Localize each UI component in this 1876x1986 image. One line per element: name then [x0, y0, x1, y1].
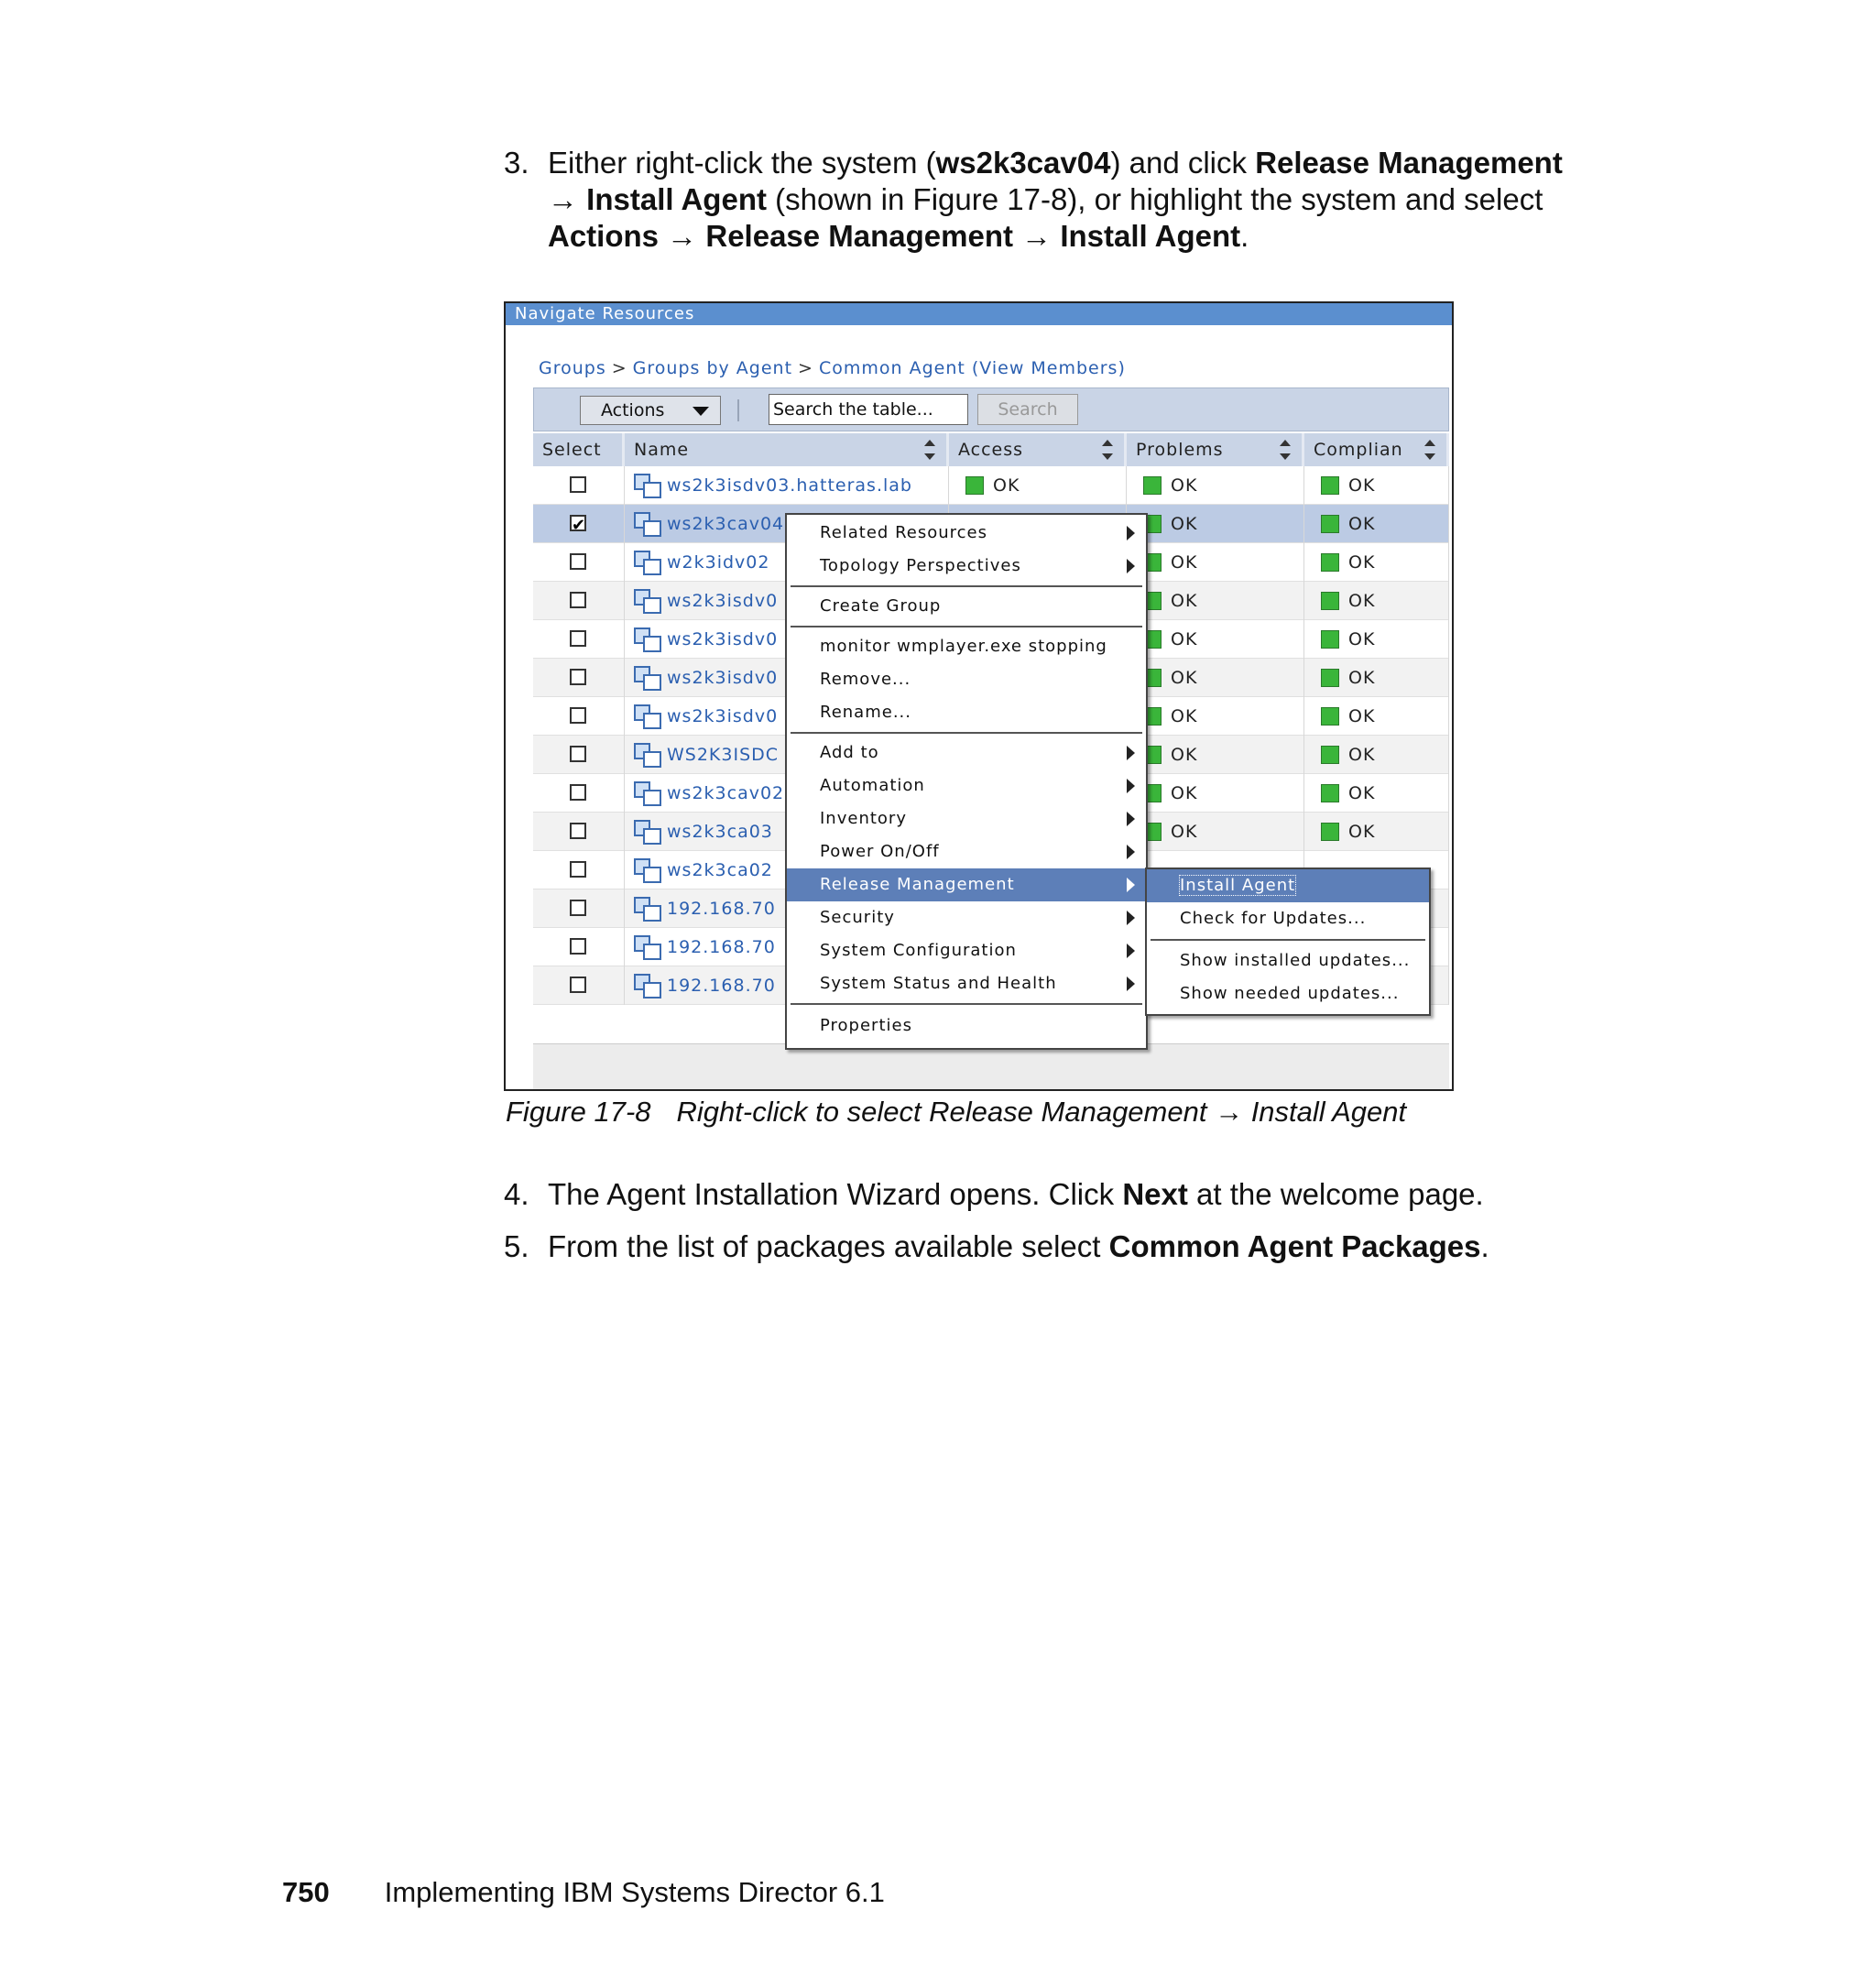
system-name-link[interactable]: ws2k3isdv0	[667, 629, 779, 649]
status-text: OK	[1171, 668, 1198, 688]
table-footer	[533, 1043, 1449, 1090]
menu-item-label: Release Management	[820, 875, 1015, 894]
row-checkbox[interactable]	[570, 823, 586, 839]
menu-item-add-to[interactable]	[787, 737, 1146, 769]
menu-item-label: Security	[820, 908, 895, 927]
table-row[interactable]	[533, 466, 1449, 505]
select-cell	[533, 736, 625, 774]
menu-item-label: Automation	[820, 776, 925, 795]
menu-item-label: Properties	[820, 1016, 912, 1035]
status-ok-icon	[965, 476, 984, 495]
breadcrumb-link-groups-by-agent[interactable]: Groups by Agent	[632, 358, 793, 378]
submenu-arrow-icon	[1127, 779, 1135, 793]
menu-item-power-on-off[interactable]	[787, 835, 1146, 868]
select-cell	[533, 966, 625, 1005]
select-cell	[533, 774, 625, 813]
table-toolbar	[533, 387, 1449, 431]
compliance-cell	[1304, 659, 1449, 697]
submenu-arrow-icon	[1127, 746, 1135, 760]
menu-item-label: Create Group	[820, 596, 942, 616]
status-ok-icon	[1321, 746, 1339, 764]
column-header-problems[interactable]	[1127, 433, 1304, 466]
system-name-link[interactable]: ws2k3ca03	[667, 822, 773, 842]
system-icon	[634, 858, 661, 882]
column-header-access[interactable]	[949, 433, 1127, 466]
system-name-link[interactable]: ws2k3ca02	[667, 860, 773, 880]
step-text: From the list of packages available select	[548, 1229, 1109, 1263]
problems-cell	[1127, 466, 1304, 505]
menu-separator	[791, 1003, 1142, 1005]
search-table-input[interactable]	[769, 394, 968, 425]
menu-item-system-status-health[interactable]	[787, 967, 1146, 1000]
row-checkbox[interactable]	[570, 515, 586, 531]
status-text: OK	[1171, 552, 1198, 573]
status-ok-icon	[1321, 515, 1339, 533]
menu-item-label: Install Agent	[1180, 876, 1296, 895]
menu-item-label: System Configuration	[820, 941, 1017, 960]
table-header	[533, 433, 1449, 466]
select-cell	[533, 543, 625, 582]
menu-item-related-resources[interactable]	[787, 517, 1146, 550]
problems-cell	[1127, 774, 1304, 813]
row-checkbox[interactable]	[570, 900, 586, 916]
system-name-link[interactable]: ws2k3isdv0	[667, 591, 779, 611]
system-name-link[interactable]: 192.168.70	[667, 976, 776, 996]
problems-cell	[1127, 697, 1304, 736]
breadcrumb-link-common-agent[interactable]: Common Agent (View Members)	[818, 358, 1126, 378]
status-text: OK	[1171, 591, 1198, 611]
name-cell	[625, 466, 949, 505]
system-name-link[interactable]: WS2K3ISDC	[667, 745, 780, 765]
submenu-arrow-icon	[1127, 977, 1135, 991]
breadcrumb	[539, 358, 1126, 378]
step-text: →	[659, 219, 706, 253]
step-text: The Agent Installation Wizard opens. Click	[548, 1177, 1123, 1211]
system-icon	[634, 781, 661, 805]
problems-cell	[1127, 582, 1304, 620]
menu-separator	[1151, 939, 1425, 941]
status-text: OK	[993, 475, 1020, 496]
menu-separator	[791, 585, 1142, 587]
status-text: OK	[1171, 629, 1198, 649]
problems-cell	[1127, 620, 1304, 659]
problems-cell	[1127, 659, 1304, 697]
menu-item-label: Power On/Off	[820, 842, 940, 861]
book-title: Implementing IBM Systems Director 6.1	[384, 1876, 885, 1908]
system-icon	[634, 512, 661, 536]
select-cell	[533, 697, 625, 736]
status-text: OK	[1348, 552, 1376, 573]
submenu-arrow-icon	[1127, 911, 1135, 925]
system-icon	[634, 551, 661, 574]
step-text: .	[1240, 219, 1249, 253]
menu-item-automation[interactable]	[787, 769, 1146, 802]
status-ok-icon	[1321, 476, 1339, 495]
step-bold: Next	[1122, 1177, 1188, 1211]
row-checkbox[interactable]	[570, 977, 586, 993]
status-text: OK	[1348, 514, 1376, 534]
status-text: OK	[1171, 475, 1198, 496]
select-cell	[533, 659, 625, 697]
system-name-link[interactable]: 192.168.70	[667, 937, 776, 957]
row-checkbox[interactable]	[570, 476, 586, 493]
compliance-cell	[1304, 543, 1449, 582]
menu-item-monitor-wmplayer[interactable]	[787, 630, 1146, 663]
menu-item-create-group[interactable]	[787, 590, 1146, 623]
menu-item-inventory[interactable]	[787, 802, 1146, 835]
compliance-cell	[1304, 466, 1449, 505]
sort-icon[interactable]	[1424, 440, 1435, 460]
menu-item-label: Show installed updates...	[1180, 951, 1411, 970]
status-text: OK	[1348, 668, 1376, 688]
status-text: OK	[1348, 629, 1376, 649]
select-cell	[533, 813, 625, 851]
step-text: Either right-click the system (	[548, 146, 936, 180]
breadcrumb-separator: >	[798, 358, 813, 378]
menu-item-label: Topology Perspectives	[820, 556, 1021, 575]
row-checkbox[interactable]	[570, 630, 586, 647]
column-header-name[interactable]	[625, 433, 949, 466]
system-name-link[interactable]: ws2k3isdv03.hatteras.lab	[667, 475, 912, 496]
menu-item-security[interactable]	[787, 901, 1146, 934]
actions-dropdown[interactable]	[580, 396, 721, 425]
row-checkbox[interactable]	[570, 938, 586, 955]
status-text: OK	[1348, 706, 1376, 726]
column-header-select[interactable]	[533, 433, 625, 466]
step-text: ) and click	[1110, 146, 1256, 180]
select-cell	[533, 466, 625, 505]
status-text: OK	[1348, 783, 1376, 803]
menu-item-remove[interactable]	[787, 663, 1146, 696]
status-text: OK	[1171, 783, 1198, 803]
system-icon	[634, 974, 661, 998]
figure-caption	[506, 1096, 1406, 1129]
row-checkbox[interactable]	[570, 592, 586, 608]
system-icon	[634, 897, 661, 921]
context-menu	[785, 513, 1148, 1050]
toolbar-divider	[737, 399, 739, 421]
search-button[interactable]: Search	[977, 394, 1078, 425]
system-icon	[634, 589, 661, 613]
menu-item-label: Add to	[820, 743, 879, 762]
system-icon	[634, 627, 661, 651]
actions-label: Actions	[601, 400, 665, 420]
compliance-cell	[1304, 620, 1449, 659]
menu-item-show-needed-updates[interactable]	[1147, 977, 1429, 1010]
menu-item-show-installed-updates[interactable]	[1147, 944, 1429, 977]
sort-icon[interactable]	[924, 440, 935, 460]
step-bold: Install Agent	[1060, 219, 1241, 253]
system-icon	[634, 935, 661, 959]
select-cell	[533, 851, 625, 889]
status-ok-icon	[1321, 630, 1339, 649]
system-icon	[634, 474, 661, 497]
menu-item-label: Show needed updates...	[1180, 984, 1400, 1003]
dropdown-arrow-icon	[693, 407, 709, 416]
access-cell	[949, 466, 1127, 505]
status-ok-icon	[1321, 784, 1339, 802]
step-4-paragraph	[504, 1176, 1574, 1213]
row-checkbox[interactable]	[570, 669, 586, 685]
select-cell	[533, 582, 625, 620]
row-checkbox[interactable]	[570, 861, 586, 878]
release-management-submenu	[1145, 868, 1431, 1016]
page-footer	[282, 1876, 885, 1909]
system-name-link[interactable]: 192.168.70	[667, 899, 776, 919]
menu-item-label: Remove...	[820, 670, 911, 689]
sort-icon[interactable]	[1102, 440, 1113, 460]
status-text: OK	[1348, 591, 1376, 611]
system-name-link[interactable]: w2k3idv02	[667, 552, 770, 573]
select-cell	[533, 889, 625, 928]
step-text: →	[1013, 219, 1061, 253]
status-ok-icon	[1143, 476, 1162, 495]
status-text: OK	[1348, 745, 1376, 765]
system-icon	[634, 743, 661, 767]
menu-separator	[791, 732, 1142, 734]
menu-item-label: monitor wmplayer.exe stopping	[820, 637, 1107, 656]
problems-cell	[1127, 543, 1304, 582]
step-text: at the welcome page.	[1187, 1177, 1484, 1211]
menu-separator	[791, 626, 1142, 627]
status-text: OK	[1171, 514, 1198, 534]
status-text: OK	[1171, 745, 1198, 765]
menu-item-properties[interactable]	[787, 1009, 1146, 1042]
step-number: 5.	[504, 1229, 529, 1263]
status-text: OK	[1171, 706, 1198, 726]
problems-cell	[1127, 505, 1304, 543]
menu-item-release-management[interactable]	[787, 868, 1146, 901]
submenu-arrow-icon	[1127, 526, 1135, 540]
status-text: OK	[1348, 475, 1376, 496]
row-checkbox[interactable]	[570, 553, 586, 570]
compliance-cell	[1304, 813, 1449, 851]
submenu-arrow-icon	[1127, 812, 1135, 826]
step-bold: Install Agent	[586, 182, 767, 216]
step-3-paragraph	[504, 145, 1574, 255]
status-ok-icon	[1321, 707, 1339, 726]
column-header-compliance[interactable]	[1304, 433, 1449, 466]
status-ok-icon	[1321, 669, 1339, 687]
column-label: Access	[958, 440, 1024, 460]
problems-cell	[1127, 813, 1304, 851]
status-text: OK	[1348, 822, 1376, 842]
figure-number: Figure 17-8	[506, 1096, 651, 1128]
menu-item-label: Check for Updates...	[1180, 909, 1367, 928]
compliance-cell	[1304, 697, 1449, 736]
system-icon	[634, 666, 661, 690]
row-checkbox[interactable]	[570, 784, 586, 801]
compliance-cell	[1304, 736, 1449, 774]
breadcrumb-separator: >	[611, 358, 627, 378]
system-name-link[interactable]: ws2k3isdv0	[667, 706, 779, 726]
step-bold: Release Management	[705, 219, 1013, 253]
menu-item-check-for-updates[interactable]	[1147, 902, 1429, 935]
menu-item-rename[interactable]	[787, 696, 1146, 729]
step-text: .	[1480, 1229, 1489, 1263]
menu-item-topology-perspectives[interactable]	[787, 550, 1146, 583]
status-ok-icon	[1321, 592, 1339, 610]
step-bold: Release Management	[1255, 146, 1563, 180]
step-text: (shown in Figure 17-8), or highlight the system and select	[766, 182, 1543, 216]
step-number: 4.	[504, 1177, 529, 1211]
column-label: Problems	[1136, 440, 1224, 460]
system-name-link[interactable]: ws2k3cav02	[667, 783, 785, 803]
status-ok-icon	[1321, 553, 1339, 572]
system-icon	[634, 820, 661, 844]
column-label: Name	[634, 440, 690, 460]
step-text: →	[548, 182, 587, 216]
submenu-arrow-icon	[1127, 559, 1135, 573]
step-bold: Actions	[548, 219, 660, 253]
menu-item-label: Related Resources	[820, 523, 988, 542]
menu-item-system-configuration[interactable]	[787, 934, 1146, 967]
sort-icon[interactable]	[1280, 440, 1291, 460]
row-checkbox[interactable]	[570, 707, 586, 724]
system-name-link[interactable]: ws2k3cav04	[667, 514, 785, 534]
compliance-cell	[1304, 774, 1449, 813]
status-ok-icon	[1321, 823, 1339, 841]
navigate-resources-screenshot	[504, 301, 1454, 1091]
system-icon	[634, 704, 661, 728]
row-checkbox[interactable]	[570, 746, 586, 762]
menu-item-label: Rename...	[820, 703, 911, 722]
figure-caption-text: Right-click to select Release Management → Install Agent	[676, 1096, 1407, 1128]
page-number: 750	[282, 1876, 330, 1908]
step-5-paragraph	[504, 1228, 1574, 1265]
submenu-arrow-icon	[1127, 845, 1135, 859]
status-text: OK	[1171, 822, 1198, 842]
select-cell	[533, 928, 625, 966]
breadcrumb-link-groups[interactable]: Groups	[539, 358, 606, 378]
select-cell	[533, 620, 625, 659]
step-bold: Common Agent Packages	[1108, 1229, 1481, 1263]
compliance-cell	[1304, 582, 1449, 620]
step-bold: ws2k3cav04	[935, 146, 1111, 180]
menu-item-install-agent[interactable]	[1147, 869, 1429, 902]
problems-cell	[1127, 736, 1304, 774]
panel-title: Navigate Resources	[506, 303, 1452, 325]
compliance-cell	[1304, 505, 1449, 543]
column-label: Select	[542, 440, 602, 460]
step-number: 3.	[504, 146, 529, 180]
submenu-arrow-icon	[1127, 878, 1135, 892]
select-cell	[533, 505, 625, 543]
system-name-link[interactable]: ws2k3isdv0	[667, 668, 779, 688]
column-label: Complian	[1314, 440, 1403, 460]
menu-item-label: System Status and Health	[820, 974, 1057, 993]
submenu-arrow-icon	[1127, 944, 1135, 958]
menu-item-label: Inventory	[820, 809, 907, 828]
